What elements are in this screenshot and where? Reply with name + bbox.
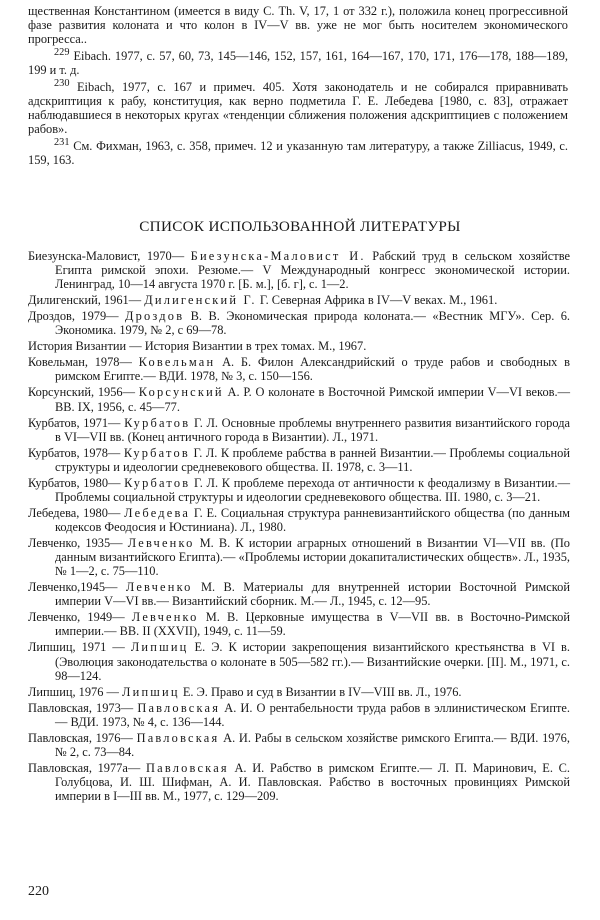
entry-author: Липшиц — [122, 684, 180, 699]
bibliography-entry — [28, 293, 570, 307]
entry-details: В. В. Экономическая природа колоната.— «Вестник МГУ». Сер. 6. Экономика. 1979, № 2, с 69—78. — [55, 309, 570, 338]
entry-key: Павловская, 1973— — [28, 700, 134, 715]
entry-details: М. В. Материалы для внутренней истории Восточной Римской империи V—VI вв.— Византийский сборник. М.— Л., 1945, с. 12—95. — [55, 580, 570, 609]
entry-author: Курбатов — [124, 475, 191, 490]
text-line: щественная Константином (имеется в виду С. Th. V, 17, 1 от 332 г.), положила — [28, 4, 451, 18]
bibliography-entry — [28, 610, 570, 638]
entry-details: А. Б. Филон Александрийский о труде рабов и свободных в римском Египте.— ВДИ. 1978, № 3, с. 150—156. — [55, 355, 570, 384]
entry-details: Г. Е. Социальная структура ранневизантийского общества (по данным кодексов Феодосия и Юстиниана). Л., 1980. — [55, 505, 570, 534]
entry-key: Корсунский, 1956— — [28, 385, 136, 400]
entry-details: А. И. Рабы в сельском хозяйстве римского Египта.— ВДИ. 1976, № 2, с. 73—84. — [55, 730, 570, 759]
footnote — [28, 46, 568, 77]
entry-author: Биезунска-Маловист И. — [190, 249, 366, 263]
entry-key: Павловская, 1976— — [28, 730, 133, 745]
entry-key: Липшиц, 1971 — — [28, 640, 125, 655]
section-heading: СПИСОК ИСПОЛЬЗОВАННОЙ ЛИТЕРАТУРЫ — [139, 218, 461, 235]
entry-key: Левченко,1945— — [28, 580, 118, 595]
entry-details: М. В. К истории аграрных отношений в Византии VI—VII вв. (По данным византийского Египта).— «Проблемы истории докапиталистических обществ». Л., 1935, № 1—2, с. 75—110. — [55, 535, 570, 579]
entry-author: Дроздов — [124, 309, 185, 324]
bibliography-entry — [28, 446, 570, 474]
entry-key: Курбатов, 1980— — [28, 475, 121, 490]
bibliography-list — [28, 249, 570, 805]
entry-details: А. И. О рентабельности труда рабов в эллинистическом Египте.— ВДИ. 1973, № 4, с. 136—144. — [55, 700, 570, 729]
entry-author: Липшиц — [130, 640, 189, 655]
bibliography-entry — [28, 685, 570, 699]
entry-key: Липшиц, 1976 — — [28, 684, 119, 699]
entry-author: Курбатов — [124, 415, 191, 430]
bibliography-entry — [28, 640, 570, 682]
bibliography-entry — [28, 761, 570, 803]
footnotes — [28, 4, 568, 167]
footnote-text: См. Фихман, 1963, с. 358, примеч. 12 и указанную там литературу, а также Zilliacus, 1949, с. 159, 163. — [28, 139, 568, 168]
bibliography-entry — [28, 536, 570, 578]
entry-key: Дилигенский, 1961— — [28, 293, 142, 308]
footnote-number: 229 — [54, 47, 70, 58]
entry-details: А. Р. О колонате в Восточной Римской империи V—VI веков.— ВВ. IX, 1956, с. 45—77. — [55, 385, 570, 414]
text-line: конец прогрессивной фазе развития колоната и что колон в IV—V вв. уже не — [28, 4, 568, 32]
entry-details: Г. Л. К проблеме рабства в ранней Византии.— Проблемы социальной структуры и идеологии средневекового общества. II. 1978, с. 3—11. — [55, 445, 570, 474]
bibliography-entry — [28, 309, 570, 337]
entry-author: Лебедева — [124, 505, 191, 520]
entry-details: Г. Северная Африка в IV—V веках. М., 1961. — [259, 293, 498, 308]
bibliography-entry — [28, 731, 570, 759]
footnote-continuation — [28, 4, 568, 46]
footnote — [28, 77, 568, 136]
entry-author: Дилигенский Г. — [144, 293, 257, 308]
bibliography-entry — [28, 506, 570, 534]
entry-author: Ковельман — [138, 355, 216, 370]
entry-key: Левченко, 1935— — [28, 535, 123, 550]
entry-details: Г. Л. К проблеме перехода от античности к феодализму в Византии.— Проблемы социальной структуры и идеологии средневекового общества. III. 1980, с. 3—21. — [55, 475, 570, 504]
entry-key: Павловская, 1977а— — [28, 760, 141, 775]
entry-details: Г. Л. Основные проблемы внутреннего развития византийского города в VI—VII вв. (Конец античного города в Византии). Л., 1971. — [55, 415, 570, 444]
entry-author: Левченко — [125, 580, 193, 595]
entry-author: Павловская — [137, 700, 221, 715]
entry-key: Курбатов, 1971— — [28, 415, 121, 430]
entry-key: Левченко, 1949— — [28, 610, 125, 625]
entry-author: Левченко — [127, 535, 195, 550]
entry-author: Курбатов — [123, 445, 190, 460]
bibliography-entry — [28, 339, 570, 353]
bibliography-entry — [28, 701, 570, 729]
footnote-text: Eibach. 1977, с. 57, 60, 73, 145—146, 152, 157, 161, 164—167, 170, 171, 176—178, 188—189, 199 и т. д. — [28, 49, 568, 78]
bibliography-entry — [28, 416, 570, 444]
entry-details: Рабский труд в сельском хозяйстве Египта римской эпохи. Резюме.— V Международный конгресс экономической истории. Ленинград, 10—14 августа 1970 г. [Б. м.], [б. г], с. 1—2. — [55, 249, 570, 292]
bibliography-entry — [28, 385, 570, 413]
entry-author: Корсунский — [138, 385, 224, 400]
entry-key: Ковельман, 1978— — [28, 355, 132, 370]
footnote-number: 230 — [54, 78, 70, 90]
bibliography-entry — [28, 580, 570, 608]
entry-key: Дроздов, 1979— — [28, 309, 119, 324]
entry-key: Курбатов, 1978— — [28, 445, 121, 460]
entry-details: Е. Э. Право и суд в Византии в IV—VIII вв. Л., 1976. — [182, 684, 462, 699]
entry-key: История Византии — История Византии в трех томах. М., 1967. — [28, 339, 367, 354]
entry-author: Павловская — [136, 730, 220, 745]
footnote-number: 231 — [54, 137, 70, 149]
entry-details: А. И. Рабство в римском Египте.— Л. П. Маринович, Е. С. Голубцова, И. Ш. Шифман, А. И. Павловская. Рабство в восточных провинциях Римской империи в I—III вв. М., 1977, с. 129—209. — [55, 760, 570, 804]
entry-details: М. В. Церковные имущества в V—VII вв. в Восточно-Римской империи.— ВВ. II (XXVII), 1949, с. 11—59. — [55, 610, 570, 639]
footnote — [28, 136, 568, 167]
text-line: мог быть носителем экономического прогресса.. — [28, 18, 568, 46]
bibliography-entry — [28, 249, 570, 291]
entry-author: Левченко — [131, 610, 199, 625]
entry-details: Е. Э. К истории закрепощения византийского крестьянства в VI в. (Эволюция законодательства о колонате в 505—582 гг.).— Византийские очерки. [II]. М., 1971, с. 98—124. — [55, 640, 570, 683]
entry-key: Лебедева, 1980— — [28, 505, 121, 520]
entry-author: Павловская — [145, 760, 229, 775]
footnote-text: Eibach, 1977, с. 167 и примеч. 405. Хотя законодатель и не собирался приравнивать адскриптиция к рабу, конституция, как верно подметила Г. Е. Лебедева [1980, с. 83], отражает наблюдавшиеся в некоторых кругах «тенденции сближения положения адскриптициев с положением рабов». — [28, 80, 568, 137]
entry-key: Биезунска-Маловист, 1970— — [28, 249, 185, 263]
page-number: 220 — [28, 884, 49, 899]
bibliography-entry — [28, 476, 570, 504]
bibliography-entry — [28, 355, 570, 383]
